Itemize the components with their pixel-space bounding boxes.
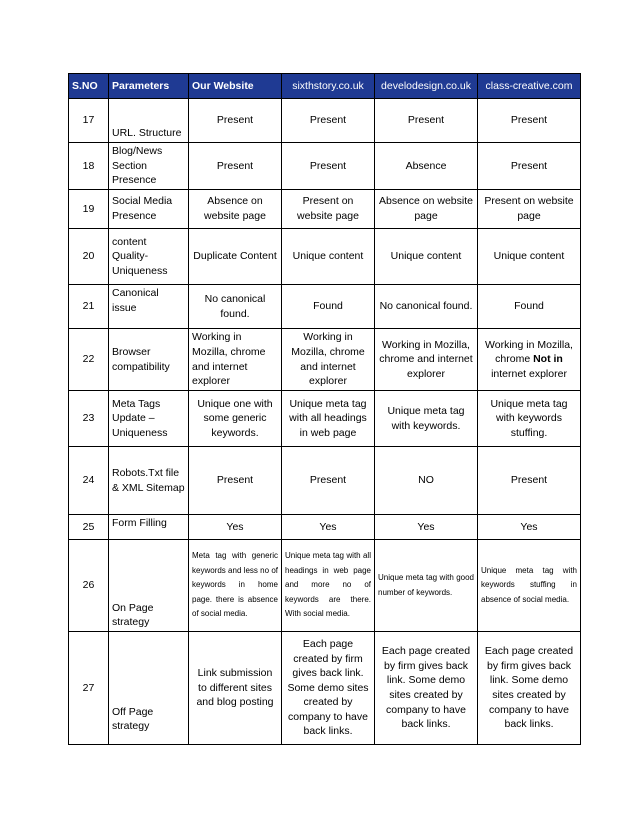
cell-develodesign: Absence — [375, 143, 478, 190]
cell-develodesign: Present — [375, 99, 478, 143]
row-number: 18 — [69, 143, 109, 190]
cell-sixthstory: Present on website page — [282, 190, 375, 229]
cell-class-creative: Present on website page — [478, 190, 581, 229]
cell-our-website: No canonical found. — [189, 285, 282, 329]
header-sixthstory: sixthstory.co.uk — [282, 74, 375, 99]
cell-class-creative — [478, 329, 581, 391]
cell-class-creative: Unique content — [478, 229, 581, 285]
table-row — [69, 190, 581, 229]
cell-develodesign: Absence on website page — [375, 190, 478, 229]
cell-class-creative: Present — [478, 447, 581, 515]
cell-our-website: Present — [189, 447, 282, 515]
table-row — [69, 447, 581, 515]
cell-sixthstory: Present — [282, 143, 375, 190]
row-parameter: Off Page strategy — [109, 632, 189, 745]
row-number: 20 — [69, 229, 109, 285]
cell-develodesign: Working in Mozilla, chrome and internet explorer — [375, 329, 478, 391]
cell-class-creative: Yes — [478, 515, 581, 540]
row-number: 26 — [69, 540, 109, 632]
cell-develodesign: Each page created by firm gives back link. Some demo sites created by company to have back links. — [375, 632, 478, 745]
header-our-website: Our Website — [189, 74, 282, 99]
cell-class-creative: Unique meta tag with keywords stuffing. — [478, 391, 581, 447]
cell-develodesign: NO — [375, 447, 478, 515]
cell-class-creative-pre: Working in Mozilla, chrome — [485, 338, 573, 366]
cell-class-creative-bold: Not in — [533, 353, 563, 366]
row-number: 24 — [69, 447, 109, 515]
row-parameter: Social Media Presence — [109, 190, 189, 229]
cell-sixthstory: Each page created by firm gives back link. Some demo sites created by company to have back links. — [282, 632, 375, 745]
row-number: 19 — [69, 190, 109, 229]
cell-sixthstory: Present — [282, 99, 375, 143]
row-number: 22 — [69, 329, 109, 391]
cell-develodesign: Yes — [375, 515, 478, 540]
cell-class-creative: Each page created by firm gives back link. Some demo sites created by company to have back links. — [478, 632, 581, 745]
header-sno: S.NO — [69, 74, 109, 99]
row-parameter: Browser compatibility — [109, 329, 189, 391]
header-parameters: Parameters — [109, 74, 189, 99]
table-row — [69, 515, 581, 540]
cell-develodesign: Unique meta tag with good number of keywords. — [375, 540, 478, 632]
cell-develodesign: No canonical found. — [375, 285, 478, 329]
table-row — [69, 540, 581, 632]
header-class-creative: class-creative.com — [478, 74, 581, 99]
header-row — [69, 74, 581, 99]
cell-sixthstory: Working in Mozilla, chrome and internet explorer — [282, 329, 375, 391]
table-row — [69, 285, 581, 329]
cell-develodesign: Unique meta tag with keywords. — [375, 391, 478, 447]
cell-class-creative: Unique meta tag with keywords stuffing in absence of social media. — [478, 540, 581, 632]
table-row — [69, 391, 581, 447]
cell-our-website: Absence on website page — [189, 190, 282, 229]
cell-sixthstory: Unique meta tag with all headings in web page — [282, 391, 375, 447]
cell-our-website: Yes — [189, 515, 282, 540]
cell-class-creative: Present — [478, 143, 581, 190]
header-develodesign: develodesign.co.uk — [375, 74, 478, 99]
cell-sixthstory: Yes — [282, 515, 375, 540]
table-row — [69, 143, 581, 190]
table-row — [69, 329, 581, 391]
comparison-table — [68, 73, 581, 745]
table-row — [69, 632, 581, 745]
cell-sixthstory: Found — [282, 285, 375, 329]
row-parameter: Form Filling — [109, 515, 189, 540]
cell-our-website: Present — [189, 99, 282, 143]
table-row — [69, 229, 581, 285]
row-number: 27 — [69, 632, 109, 745]
row-parameter: Meta Tags Update – Uniqueness — [109, 391, 189, 447]
row-number: 23 — [69, 391, 109, 447]
cell-develodesign: Unique content — [375, 229, 478, 285]
cell-class-creative: Present — [478, 99, 581, 143]
cell-our-website: Meta tag with generic keywords and less no of keywords in home page. there is absence of social media. — [189, 540, 282, 632]
row-parameter: content Quality-Uniqueness — [109, 229, 189, 285]
cell-our-website: Unique one with some generic keywords. — [189, 391, 282, 447]
row-parameter: URL. Structure — [109, 99, 189, 143]
row-parameter: Blog/News Section Presence — [109, 143, 189, 190]
cell-our-website: Link submission to different sites and blog posting — [189, 632, 282, 745]
cell-our-website: Duplicate Content — [189, 229, 282, 285]
row-number: 21 — [69, 285, 109, 329]
row-number: 17 — [69, 99, 109, 143]
table-row — [69, 99, 581, 143]
cell-our-website: Working in Mozilla, chrome and internet explorer — [189, 329, 282, 391]
cell-sixthstory: Unique meta tag with all headings in web page and more no of keywords are there. With social media. — [282, 540, 375, 632]
cell-class-creative-post: internet explorer — [491, 367, 567, 380]
row-parameter: Canonical issue — [109, 285, 189, 329]
row-parameter: Robots.Txt file & XML Sitemap — [109, 447, 189, 515]
cell-sixthstory: Unique content — [282, 229, 375, 285]
cell-sixthstory: Present — [282, 447, 375, 515]
cell-class-creative: Found — [478, 285, 581, 329]
row-parameter: On Page strategy — [109, 540, 189, 632]
cell-our-website: Present — [189, 143, 282, 190]
row-number: 25 — [69, 515, 109, 540]
